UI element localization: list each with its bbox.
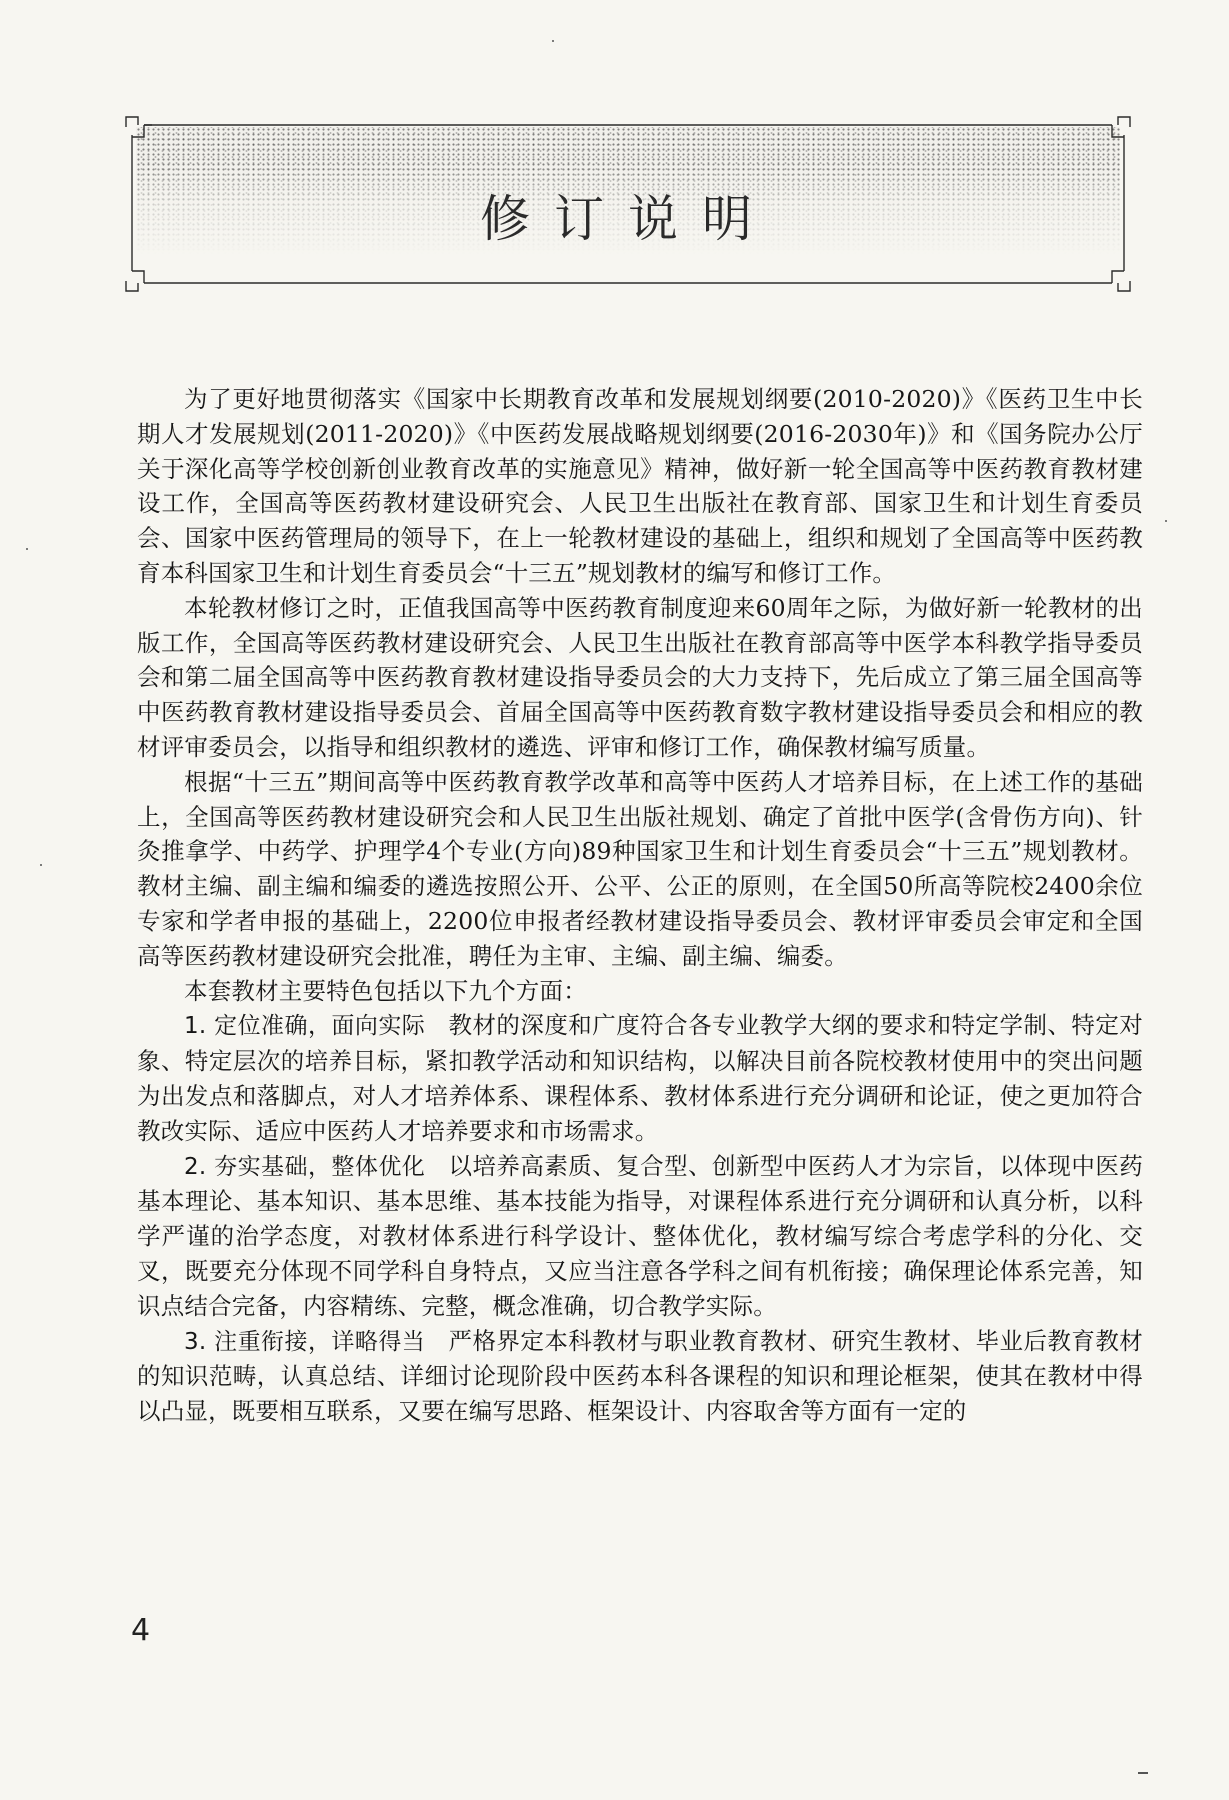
list-item-text: 以培养高素质、复合型、创新型中医药人才为宗旨，以体现中医药基本理论、基本知识、基本思维、基本技能为指导，对课程体系进行充分调研和认真分析，以科学严谨的治学态度，对教材体系进行科学设计、整体优化，教材编写综合考虑学科的分化、交叉，既要充分体现不同学科自身特点，又应当注意各学科之间有机衔接；确保理论体系完善，知识点结合完备，内容精练、完整，概念准确，切合教学实际。 bbox=[137, 1151, 1143, 1320]
paragraph: 根据“十三五”期间高等中医药教育教学改革和高等中医药人才培养目标，在上述工作的基础上，全国高等医药教材建设研究会和人民卫生出版社规划、确定了首批中医学(含骨伤方向)、针灸推拿学、中药学、护理学4个专业(方向)89种国家卫生和计划生育委员会“十三五”规划教材。教材主编、副主编和编委的遴选按照公开、公平、公正的原则，在全国50所高等院校2400余位专家和学者申报的基础上，2200位申报者经教材建设指导委员会、教材评审委员会审定和全国高等医药教材建设研究会批准，聘任为主审、主编、副主编、编委。 bbox=[137, 767, 1143, 970]
list-item bbox=[137, 1149, 1143, 1324]
paragraph: 本轮教材修订之时，正值我国高等中医药教育制度迎来60周年之际，为做好新一轮教材的出版工作，全国高等医药教材建设研究会、人民卫生出版社在教育部高等中医学本科教学指导委员会和第二届全国高等中医药教育教材建设指导委员会的大力支持下，先后成立了第三届全国高等中医药教育教材建设指导委员会、首届全国高等中医药教育数字教材建设指导委员会和相应的教材评审委员会，以指导和组织教材的遴选、评审和修订工作，确保教材编写质量。 bbox=[137, 593, 1143, 761]
list-item-heading: 3. 注重衔接，详略得当 bbox=[184, 1328, 426, 1355]
list-item-heading: 2. 夯实基础，整体优化 bbox=[184, 1153, 426, 1180]
document-body bbox=[137, 382, 1143, 1429]
list-item-text: 严格界定本科教材与职业教育教材、研究生教材、毕业后教育教材的知识范畴，认真总结、详细讨论现阶段中医药本科各课程的知识和理论框架，使其在教材中得以凸显，既要相互联系，又要在编写思路、框架设计、内容取舍等方面有一定的 bbox=[137, 1326, 1143, 1426]
list-item bbox=[137, 1008, 1143, 1148]
scan-speck bbox=[1165, 520, 1167, 522]
chapter-header bbox=[122, 113, 1134, 295]
scan-speck bbox=[1138, 1772, 1148, 1774]
list-item-heading: 1. 定位准确，面向实际 bbox=[184, 1013, 426, 1040]
list-item bbox=[137, 1324, 1143, 1429]
list-item-text: 教材的深度和广度符合各专业教学大纲的要求和特定学制、特定对象、特定层次的培养目标，紧扣教学活动和知识结构，以解决目前各院校教材使用中的突出问题为出发点和落脚点，对人才培养体系、课程体系、教材体系进行充分调研和论证，使之更加符合教改实际、适应中医药人才培养要求和市场需求。 bbox=[137, 1011, 1143, 1145]
page-title: 修订说明 bbox=[480, 190, 776, 248]
scan-speck bbox=[26, 548, 28, 550]
scan-speck bbox=[552, 40, 554, 42]
page-number: 4 bbox=[131, 1613, 151, 1648]
scan-speck bbox=[40, 864, 42, 866]
paragraph: 本套教材主要特色包括以下九个方面： bbox=[184, 976, 587, 1005]
paragraph: 为了更好地贯彻落实《国家中长期教育改革和发展规划纲要(2010-2020)》《医药卫生中长期人才发展规划(2011-2020)》《中医药发展战略规划纲要(2016-2030年)》和《国务院办公厅关于深化高等学校创新创业教育改革的实施意见》精神，做好新一轮全国高等中医药教育教材建设工作，全国高等医药教材建设研究会、人民卫生出版社在教育部、国家卫生和计划生育委员会、国家中医药管理局的领导下，在上一轮教材建设的基础上，组织和规划了全国高等中医药教育本科国家卫生和计划生育委员会“十三五”规划教材的编写和修订工作。 bbox=[137, 385, 1143, 587]
